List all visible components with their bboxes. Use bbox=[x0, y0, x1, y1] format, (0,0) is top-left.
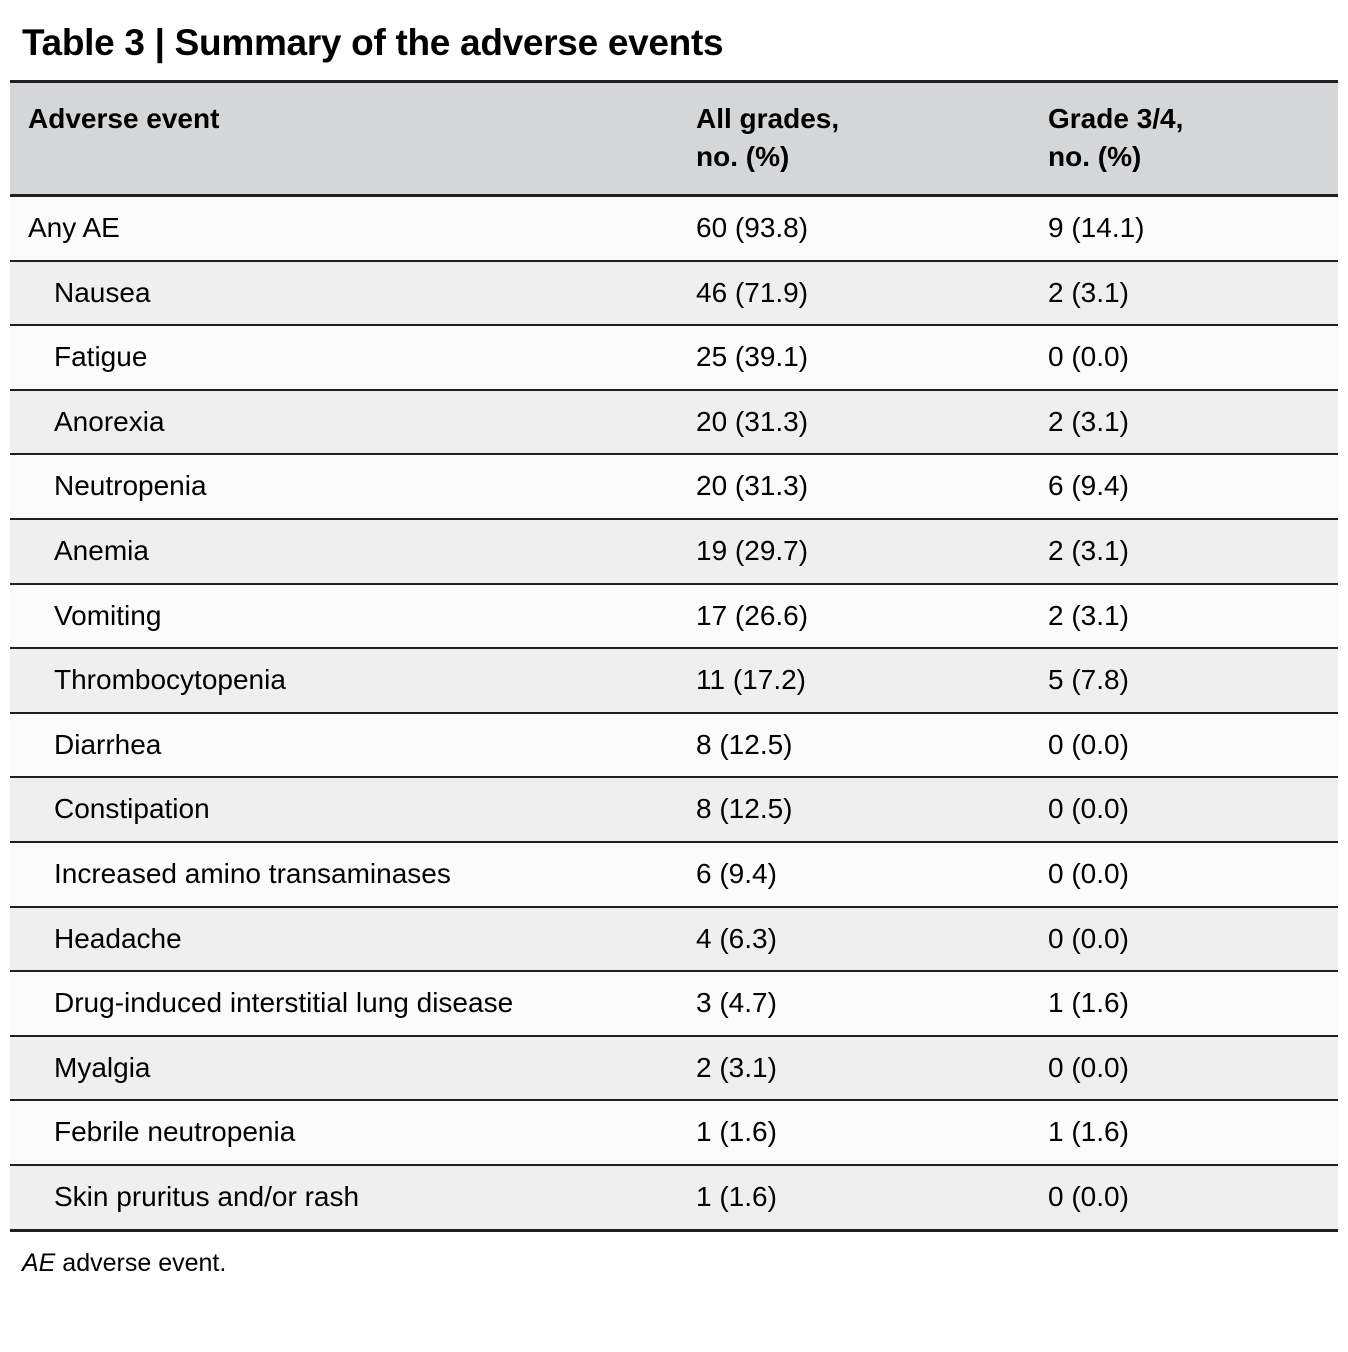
column-header-all-grades-line1: All grades, bbox=[696, 103, 840, 134]
cell-adverse-event: Neutropenia bbox=[10, 454, 682, 519]
cell-all-grades: 3 (4.7) bbox=[682, 971, 1034, 1036]
cell-adverse-event: Fatigue bbox=[10, 325, 682, 390]
table-row bbox=[10, 325, 1338, 390]
cell-grade-34: 9 (14.1) bbox=[1034, 196, 1338, 261]
cell-grade-34: 2 (3.1) bbox=[1034, 584, 1338, 649]
table-body bbox=[10, 196, 1338, 1231]
cell-adverse-event: Drug-induced interstitial lung disease bbox=[10, 971, 682, 1036]
cell-grade-34: 0 (0.0) bbox=[1034, 907, 1338, 972]
table-header bbox=[10, 82, 1338, 196]
column-header-adverse-event-line1: Adverse event bbox=[28, 103, 220, 134]
cell-all-grades: 8 (12.5) bbox=[682, 713, 1034, 778]
table-row bbox=[10, 519, 1338, 584]
cell-adverse-event: Anorexia bbox=[10, 390, 682, 455]
table-header-row bbox=[10, 82, 1338, 196]
table-row bbox=[10, 584, 1338, 649]
cell-adverse-event: Nausea bbox=[10, 261, 682, 326]
column-header-adverse-event bbox=[10, 82, 682, 196]
cell-all-grades: 1 (1.6) bbox=[682, 1100, 1034, 1165]
cell-grade-34: 1 (1.6) bbox=[1034, 1100, 1338, 1165]
cell-grade-34: 0 (0.0) bbox=[1034, 1165, 1338, 1230]
cell-grade-34: 0 (0.0) bbox=[1034, 842, 1338, 907]
cell-adverse-event: Headache bbox=[10, 907, 682, 972]
cell-all-grades: 8 (12.5) bbox=[682, 777, 1034, 842]
table-row bbox=[10, 713, 1338, 778]
column-header-grade-34-line2: no. (%) bbox=[1048, 140, 1142, 172]
cell-adverse-event: Thrombocytopenia bbox=[10, 648, 682, 713]
column-header-all-grades-line2: no. (%) bbox=[696, 140, 790, 172]
cell-all-grades: 25 (39.1) bbox=[682, 325, 1034, 390]
cell-adverse-event: Constipation bbox=[10, 777, 682, 842]
cell-adverse-event: Vomiting bbox=[10, 584, 682, 649]
table-row bbox=[10, 842, 1338, 907]
cell-all-grades: 60 (93.8) bbox=[682, 196, 1034, 261]
cell-grade-34: 2 (3.1) bbox=[1034, 519, 1338, 584]
cell-all-grades: 1 (1.6) bbox=[682, 1165, 1034, 1230]
cell-adverse-event: Myalgia bbox=[10, 1036, 682, 1101]
cell-grade-34: 6 (9.4) bbox=[1034, 454, 1338, 519]
cell-grade-34: 2 (3.1) bbox=[1034, 390, 1338, 455]
cell-all-grades: 11 (17.2) bbox=[682, 648, 1034, 713]
table-row bbox=[10, 1100, 1338, 1165]
cell-adverse-event: Increased amino transaminases bbox=[10, 842, 682, 907]
table-row bbox=[10, 1036, 1338, 1101]
footnote-text: adverse event. bbox=[55, 1248, 227, 1277]
page-title: Table 3 | Summary of the adverse events bbox=[22, 22, 724, 63]
cell-grade-34: 0 (0.0) bbox=[1034, 777, 1338, 842]
cell-all-grades: 20 (31.3) bbox=[682, 390, 1034, 455]
table-row bbox=[10, 1165, 1338, 1230]
cell-grade-34: 0 (0.0) bbox=[1034, 325, 1338, 390]
cell-all-grades: 6 (9.4) bbox=[682, 842, 1034, 907]
column-header-all-grades bbox=[682, 82, 1034, 196]
adverse-events-table bbox=[10, 80, 1338, 1232]
table-row bbox=[10, 261, 1338, 326]
cell-adverse-event: Febrile neutropenia bbox=[10, 1100, 682, 1165]
cell-adverse-event: Skin pruritus and/or rash bbox=[10, 1165, 682, 1230]
column-header-grade-34-line1: Grade 3/4, bbox=[1048, 103, 1184, 134]
cell-grade-34: 0 (0.0) bbox=[1034, 713, 1338, 778]
table-row bbox=[10, 907, 1338, 972]
table-row bbox=[10, 971, 1338, 1036]
table-row bbox=[10, 196, 1338, 261]
cell-adverse-event: Any AE bbox=[10, 196, 682, 261]
table-footnote bbox=[10, 1232, 1338, 1279]
table-row bbox=[10, 454, 1338, 519]
cell-all-grades: 2 (3.1) bbox=[682, 1036, 1034, 1101]
table-row bbox=[10, 777, 1338, 842]
cell-grade-34: 1 (1.6) bbox=[1034, 971, 1338, 1036]
cell-all-grades: 17 (26.6) bbox=[682, 584, 1034, 649]
table-row bbox=[10, 648, 1338, 713]
cell-grade-34: 0 (0.0) bbox=[1034, 1036, 1338, 1101]
cell-all-grades: 4 (6.3) bbox=[682, 907, 1034, 972]
cell-adverse-event: Diarrhea bbox=[10, 713, 682, 778]
cell-all-grades: 19 (29.7) bbox=[682, 519, 1034, 584]
column-header-grade-34 bbox=[1034, 82, 1338, 196]
footnote-abbreviation: AE bbox=[22, 1248, 56, 1277]
cell-grade-34: 2 (3.1) bbox=[1034, 261, 1338, 326]
cell-adverse-event: Anemia bbox=[10, 519, 682, 584]
table-row bbox=[10, 390, 1338, 455]
cell-all-grades: 46 (71.9) bbox=[682, 261, 1034, 326]
cell-all-grades: 20 (31.3) bbox=[682, 454, 1034, 519]
cell-grade-34: 5 (7.8) bbox=[1034, 648, 1338, 713]
